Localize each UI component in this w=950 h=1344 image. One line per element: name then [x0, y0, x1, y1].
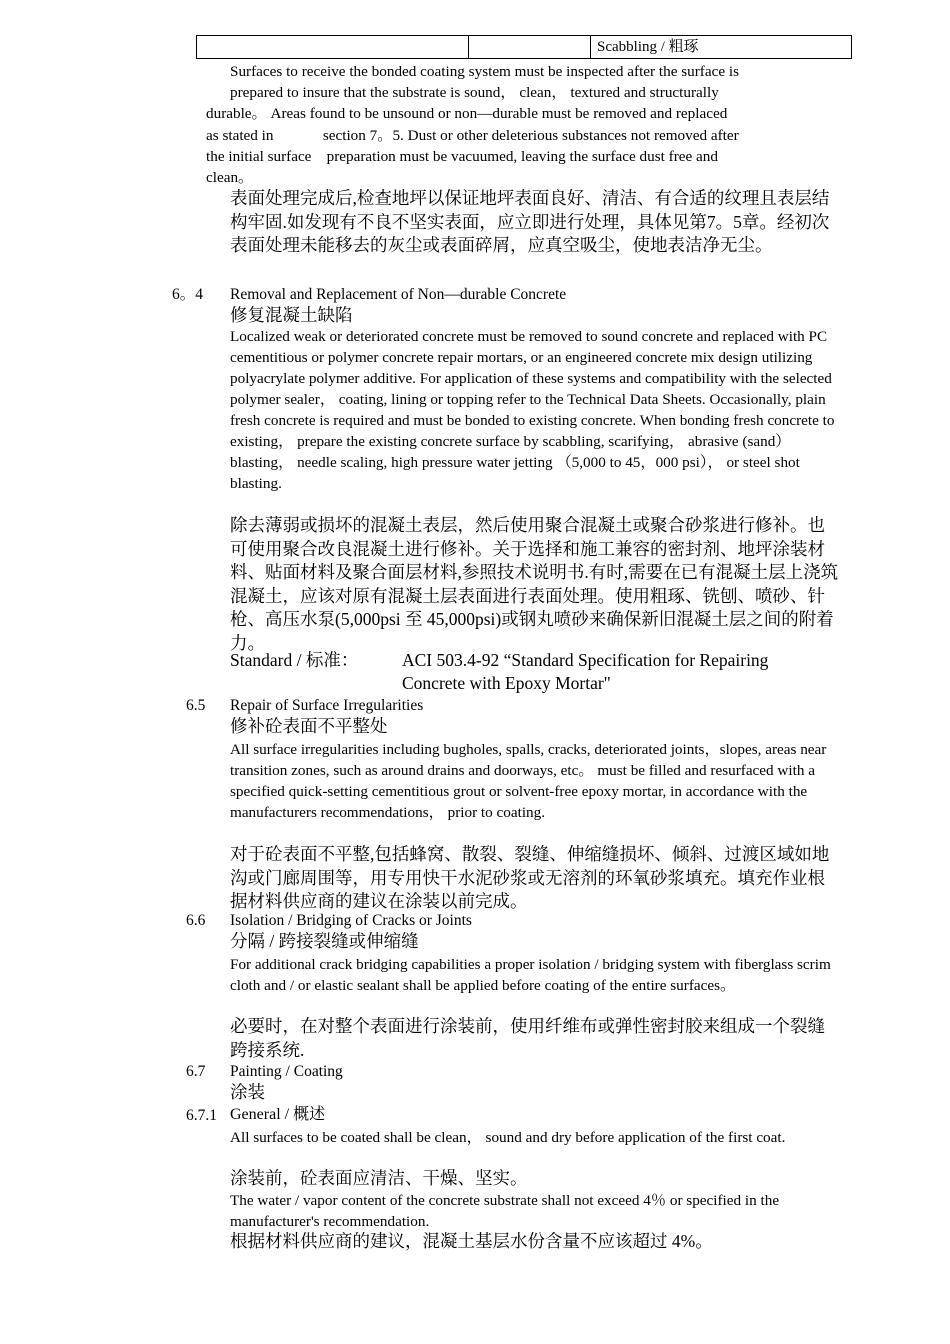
sec64-zh-paragraph: 除去薄弱或损坏的混凝土表层，然后使用聚合混凝土或聚合砂浆进行修补。也可使用聚合改良混凝土进行修补。关于选择和施工兼容的密封剂、地坪涂装材料、贴面材料及聚合面层材料,参照技术说明书.有时,需要在已有混凝土层上浇筑混凝土，应该对原有混凝土层表面进行表面处理。使用粗琢、铣刨、喷砂、针枪、高压水泵(5,000psi 至 45,000psi)或钢丸喷砂来确保新旧混凝土层之间的附着力。 [230, 515, 839, 653]
standard-value-line: ACI 503.4-92 “Standard Specification for Repairing [402, 650, 769, 670]
sec671-en-paragraph-2: The water / vapor content of the concrete substrate shall not exceed 4％ or specified in the manufacturer's recommendation. [230, 1192, 780, 1230]
text-line: durable。 Areas found to be unsound or non—durable must be removed and replaced [206, 105, 728, 122]
table-row [197, 36, 852, 59]
section-title-zh: 修复混凝土缺陷 [230, 305, 353, 325]
section-number: 6.7.1 [186, 1107, 217, 1124]
sec63-zh-paragraph: 表面处理完成后,检查地坪以保证地坪表面良好、清洁、有合适的纹理且表层结构牢固.如发现有不良不坚实表面，应立即进行处理，具体见第7。5章。经初次表面处理未能移去的灰尘或表面碎屑，应真空吸尘，使地表洁净无尘。 [230, 188, 830, 255]
section-number: 6.5 [186, 697, 206, 714]
section-title-zh: 涂装 [230, 1082, 265, 1102]
text-line: the initial surface preparation must be vacuumed, leaving the surface dust free and [206, 148, 718, 165]
section-number: 6。4 [172, 286, 204, 303]
standard-value-line: Concrete with Epoxy Mortar" [402, 673, 611, 693]
section-title-zh: 分隔 / 跨接裂缝或伸缩缝 [230, 931, 419, 951]
section-title: Painting / Coating [230, 1063, 343, 1080]
section-title: Isolation / Bridging of Cracks or Joints [230, 912, 472, 929]
table-cell [197, 36, 469, 59]
sec671-zh-paragraph-2: 根据材料供应商的建议，混凝土基层水份含量不应该超过 4%。 [230, 1231, 713, 1251]
section-title: Removal and Replacement of Non—durable Concrete [230, 286, 567, 303]
text-line: clean。 [206, 169, 254, 186]
surface-prep-table [196, 35, 852, 59]
text-line: prepared to insure that the substrate is sound， clean， textured and structurally [230, 84, 719, 101]
section-title-zh: 修补砼表面不平整处 [230, 716, 388, 736]
table-cell: Scabbling / 粗琢 [591, 36, 852, 59]
table-cell [469, 36, 591, 59]
section-number: 6.7 [186, 1063, 206, 1080]
sec66-zh-paragraph: 必要时，在对整个表面进行涂装前，使用纤维布或弹性密封胶来组成一个裂缝跨接系统. [230, 1016, 825, 1060]
sec65-en-paragraph: All surface irregularities including bugholes, spalls, cracks, deteriorated joints，slopes, areas near transition zones, such as around drains and doorways, etc。 must be filled and resurfaced with a specified quick-setting cementitious grout or solvent-free epoxy mortar, in accordance with the manufacturers recommendations， prior to coating. [230, 741, 827, 821]
sec64-en-paragraph: Localized weak or deteriorated concrete must be removed to sound concrete and replaced with PC cementitious or polymer concrete repair mortars, or an engineered concrete mix design utilizing polyacrylate polymer additive. For application of these systems and compatibility with the selected polymer sealer， coating, lining or topping refer to the Technical Data Sheets. Occasionally, plain fresh concrete is required and must be bonded to existing concrete. When bonding fresh concrete to existing， prepare the existing concrete surface by scabbling, scarifying， abrasive (sand） blasting， needle scaling, high pressure water jetting （5,000 to 45，000 psi）， or steel shot blasting. [230, 328, 835, 492]
section-title: Repair of Surface Irregularities [230, 697, 424, 714]
sec671-zh-paragraph: 涂装前，砼表面应清洁、干燥、坚实。 [230, 1168, 528, 1188]
standard-label: Standard / 标准： [230, 650, 359, 670]
sec66-en-paragraph: For additional crack bridging capabilities a proper isolation / bridging system with fiberglass scrim cloth and / or elastic sealant shall be applied before coating of the entire surfaces。 [230, 956, 831, 994]
sec65-zh-paragraph: 对于砼表面不平整,包括蜂窝、散裂、裂缝、伸缩缝损坏、倾斜、过渡区域如地沟或门廊周围等，用专用快干水泥砂浆或无溶剂的环氧砂浆填充。填充作业根据材料供应商的建议在涂装以前完成。 [230, 844, 830, 911]
text-line: as stated in section 7。5. Dust or other deleterious substances not removed after [206, 127, 739, 144]
section-number: 6.6 [186, 912, 206, 929]
section-title: General / 概述 [230, 1106, 326, 1123]
text-line: Surfaces to receive the bonded coating system must be inspected after the surface is [230, 63, 740, 80]
sec671-en-paragraph: All surfaces to be coated shall be clean， sound and dry before application of the first coat. [230, 1129, 786, 1146]
